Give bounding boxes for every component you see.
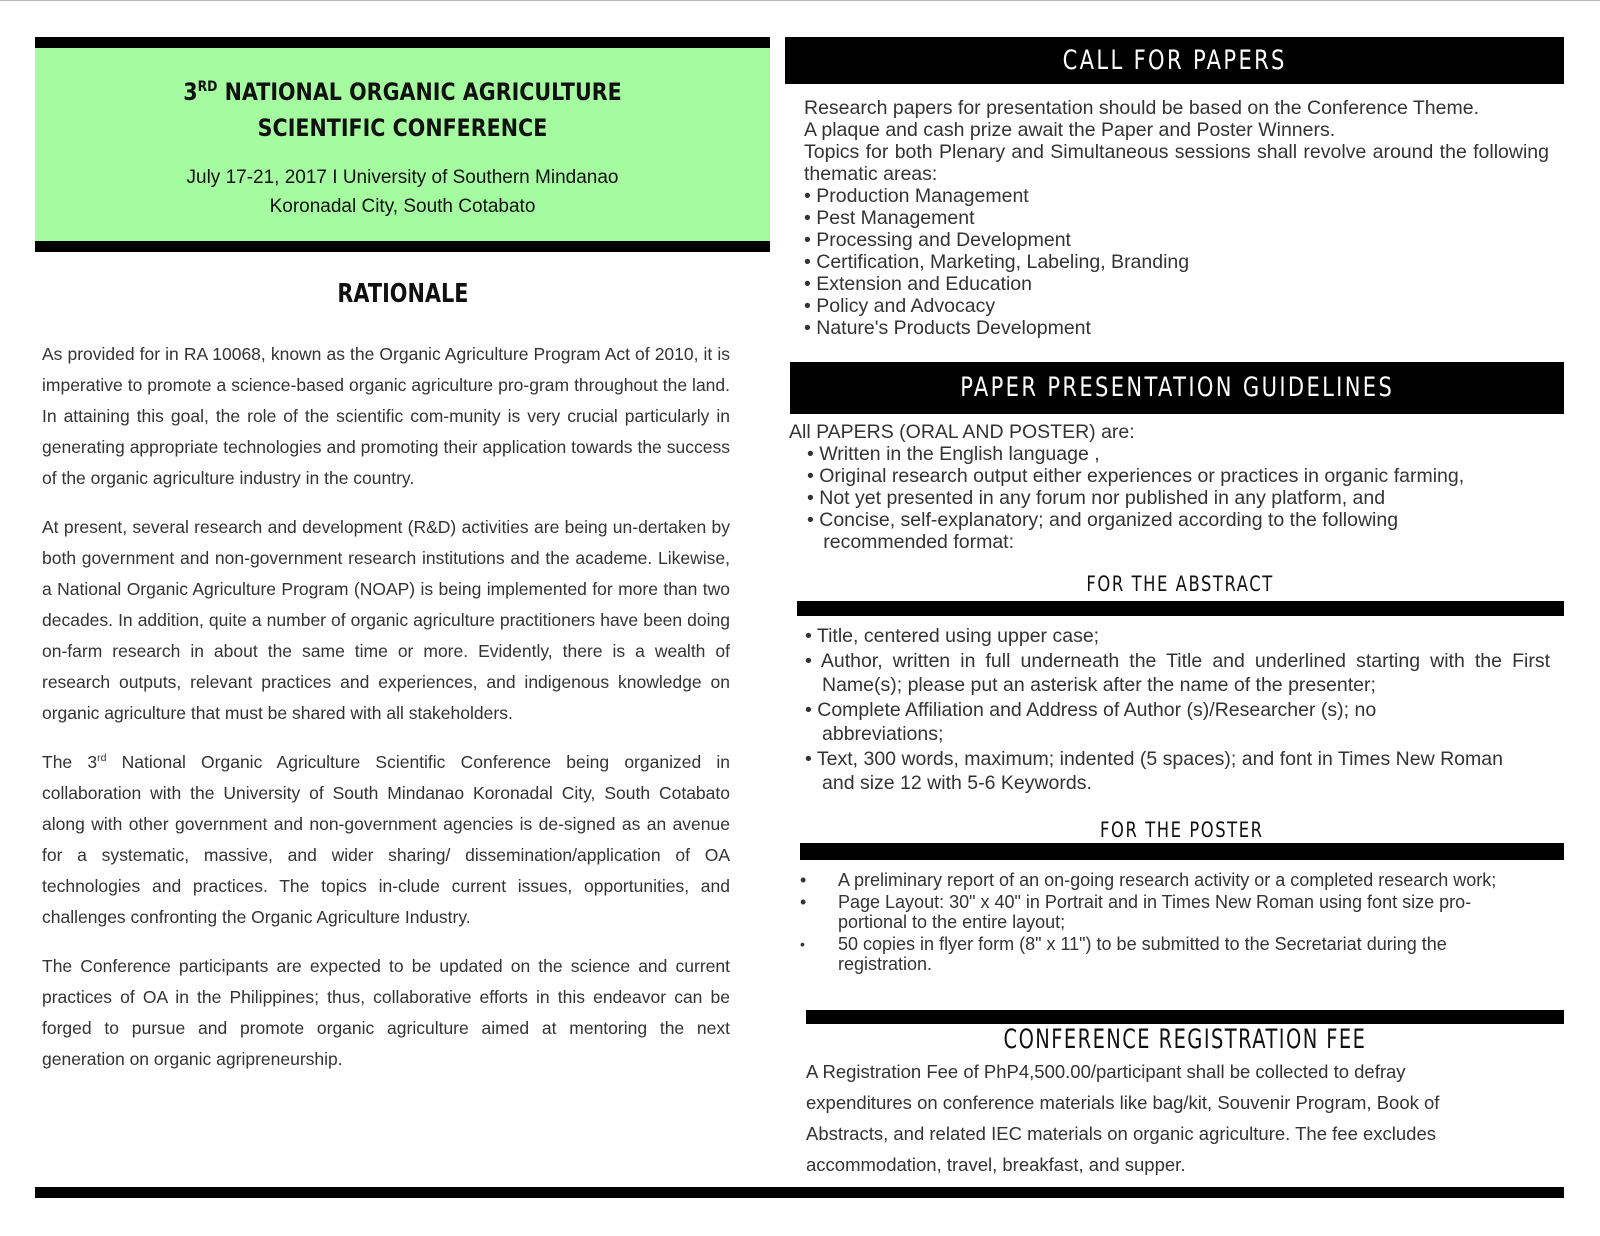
rationale-p2: At present, several research and development (R&D) activities are being un-dertaken by both government and non-government research institutions and the academe. Likewise, a National Organic Agriculture Program (NOAP) is being implemented for more than two decades. In addition, quite a number of organic agriculture practitioners have been doing on-farm research in about the same time or more. Evidently, there is a wealth of research outputs, relevant practices and experiences, and indigenous knowledge on organic agriculture that must be shared with all stakeholders. — [42, 517, 730, 723]
cfp-topic: • Processing and Development — [804, 229, 1071, 251]
title-sup: RD — [197, 79, 218, 95]
rationale-body — [42, 339, 730, 1075]
bullet-icon: • — [800, 870, 807, 890]
poster-item-text: Page Layout: 30" x 40" in Portrait and in Times New Roman using font size pro-portional to the entire layout; — [838, 892, 1472, 932]
rationale-p1: As provided for in RA 10068, known as the Organic Agriculture Program Act of 2010, it is imperative to promote a science-based organic agriculture pro-gram throughout the land. In attaining this goal, the role of the scientific com-munity is very crucial particularly in generating appropriate technologies and promoting their application towards the success of the organic agriculture industry in the country. — [42, 344, 730, 488]
guideline-item: • Written in the English language , — [807, 443, 1100, 465]
registration-heading-text: CONFERENCE REGISTRATION FEE — [1003, 1024, 1367, 1055]
cfp-topic: • Policy and Advocacy — [804, 295, 996, 317]
guidelines-heading — [790, 369, 1564, 407]
cfp-line2: A plaque and cash prize await the Paper and Poster Winners. — [804, 119, 1336, 141]
location: Koronadal City, South Cotabato — [269, 196, 536, 217]
abstract-rule — [797, 601, 1564, 616]
guidelines-intro: All PAPERS (ORAL AND POSTER) are: — [789, 421, 1135, 443]
registration-rule — [806, 1010, 1564, 1024]
rationale-p3-rest: National Organic Agriculture Scientific Conference being organized in collaboration with the University of South Mindanao Koronadal City, South Cotabato along with other government and non-government agencies is de-signed as an avenue for a systematic, massive, and wider sharing/ dissemination/application of OA technologies and practices. The topics in-clude current issues, opportunities, and challenges confronting the Organic Agriculture Industry. — [42, 752, 731, 927]
cfp-topic: • Production Management — [804, 185, 1029, 207]
cfp-topic: • Extension and Education — [804, 273, 1032, 295]
header-top-bar — [35, 37, 770, 48]
header-bottom-bar — [35, 241, 770, 252]
cfp-topics — [804, 185, 1549, 339]
abstract-heading — [797, 571, 1564, 597]
date-venue: July 17-21, 2017 I University of Southern Mindanao — [186, 167, 619, 188]
poster-heading-text: FOR THE POSTER — [1100, 818, 1264, 842]
poster-body — [800, 870, 1550, 974]
conference-title — [35, 74, 770, 146]
bottom-bar — [35, 1187, 1564, 1198]
rationale-p4: The Conference participants are expected to be updated on the science and current practices of OA in the Philippines; thus, collaborative efforts in this endeavor can be forged to pursue and promote organic agriculture aimed at mentoring the next generation on organic agripreneurship. — [42, 956, 730, 1069]
rationale-heading — [35, 279, 770, 309]
poster-heading — [800, 817, 1564, 843]
abstract-item: • Title, centered using upper case; — [805, 625, 1100, 647]
poster-item-text: A preliminary report of an on-going research activity or a completed research work; — [838, 870, 1497, 890]
guidelines-heading-text: PAPER PRESENTATION GUIDELINES — [960, 372, 1394, 403]
cfp-topic: • Certification, Marketing, Labeling, Branding — [804, 251, 1190, 273]
poster-item-text: 50 copies in flyer form (8" x 11") to be submitted to the Secretariat during the registration. — [838, 934, 1447, 974]
guideline-item: • Not yet presented in any forum nor published in any platform, and — [807, 487, 1386, 509]
bullet-icon: • — [800, 892, 807, 912]
poster-item — [800, 892, 1550, 932]
cfp-line3: Topics for both Plenary and Simultaneous sessions shall revolve around the following thematic areas: — [804, 141, 1549, 185]
guideline-item: • Original research output either experiences or practices in organic farming, — [807, 465, 1465, 487]
rationale-p3 — [42, 747, 730, 933]
poster-item — [800, 870, 1550, 890]
cfp-line1: Research papers for presentation should be based on the Conference Theme. — [804, 97, 1479, 119]
rationale-heading-text: RATIONALE — [336, 279, 469, 309]
guideline-item: recommended format: — [807, 531, 1014, 553]
cfp-topic: • Nature's Products Development — [804, 317, 1091, 339]
rationale-p3-sup: rd — [97, 752, 107, 765]
abstract-item: • Author, written in full underneath the Title and underlined starting with the First Name(s); please put an asterisk after the name of the presenter; — [805, 649, 1550, 696]
abstract-body — [805, 624, 1550, 796]
call-for-papers-body — [804, 97, 1549, 339]
title-line2: SCIENTIFIC CONFERENCE — [257, 114, 548, 142]
call-for-papers-heading — [785, 43, 1564, 79]
guidelines-body — [789, 421, 1559, 553]
abstract-list — [805, 624, 1550, 796]
abstract-item: • Complete Affiliation and Address of Author (s)/Researcher (s); no abbreviations; — [805, 698, 1377, 745]
abstract-item: • Text, 300 words, maximum; indented (5 spaces); and font in Times New Roman and size 12 with 5-6 Keywords. — [805, 747, 1503, 794]
poster-item — [800, 934, 1550, 974]
guideline-item: • Concise, self-explanatory; and organized according to the following — [807, 509, 1399, 531]
registration-heading — [806, 1023, 1564, 1057]
poster-rule — [800, 843, 1564, 860]
top-rule — [0, 0, 1600, 1]
abstract-heading-text: FOR THE ABSTRACT — [1086, 572, 1275, 596]
call-for-papers-heading-text: CALL FOR PAPERS — [1062, 45, 1287, 76]
cfp-topic: • Pest Management — [804, 207, 975, 229]
guidelines-list — [789, 443, 1559, 553]
registration-text: A Registration Fee of PhP4,500.00/participant shall be collected to defray expenditures on conference materials like bag/kit, Souvenir Program, Book of Abstracts, and related IEC materials on organic agriculture. The fee excludes accommodation, travel, breakfast, and supper. — [806, 1061, 1440, 1175]
title-ordinal: 3 — [183, 78, 198, 106]
bullet-icon: • — [800, 936, 805, 952]
title-line1: NATIONAL ORGANIC AGRICULTURE — [217, 78, 622, 106]
rationale-p3-pre: The 3 — [42, 752, 98, 772]
